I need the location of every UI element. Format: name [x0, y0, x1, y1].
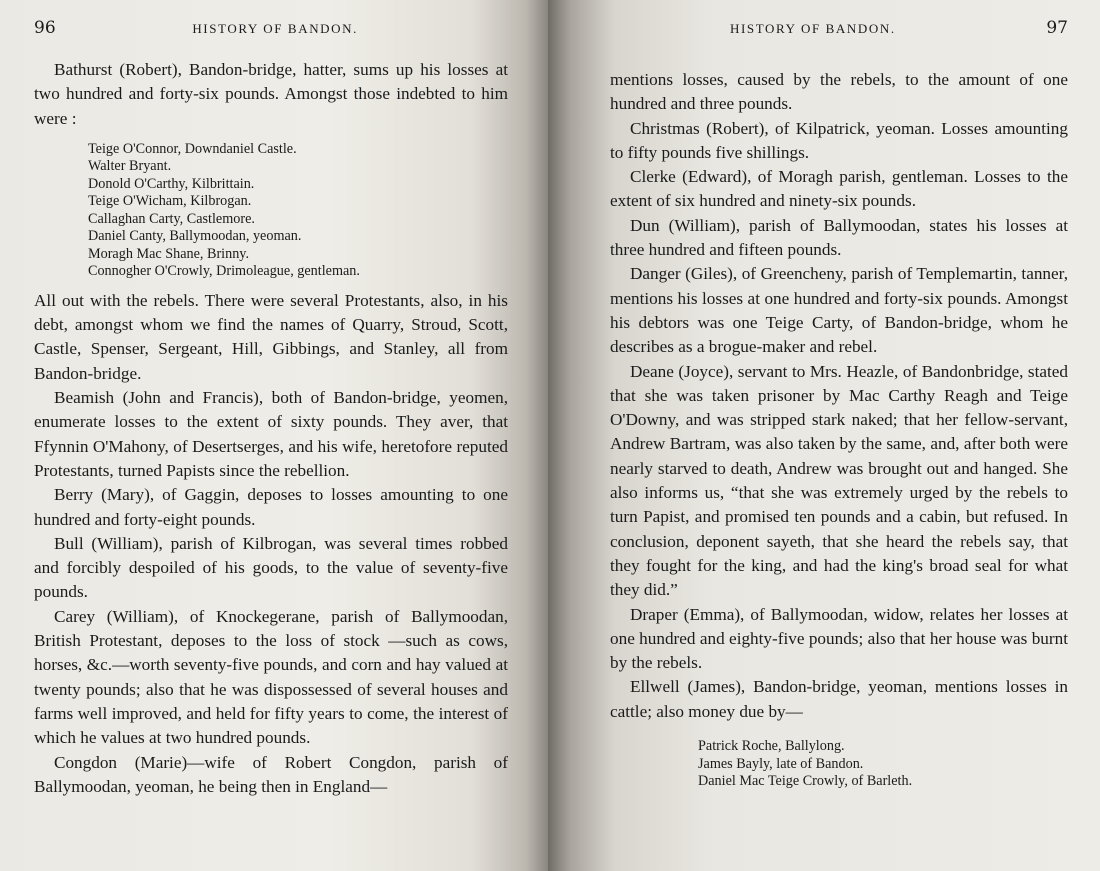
list-item: Teige O'Wicham, Kilbrogan. [88, 193, 252, 210]
debtor-list [698, 738, 1068, 791]
paragraph: Christmas (Robert), of Kilpatrick, yeoman. Losses amounting to fifty pounds five shillings. [610, 118, 1068, 162]
paragraph: All out with the rebels. There were several Protestants, also, in his debt, amongst whom we find the names of Quarry, Stroud, Scott, Castle, Spenser, Sergeant, Hill, Gibbings, and Stanley, all from Bandon-bridge. [34, 290, 508, 383]
list-item: Daniel Mac Teige Crowly, of Barleth. [698, 773, 913, 790]
list-item: Callaghan Carty, Castlemore. [88, 210, 255, 227]
paragraph: Ellwell (James), Bandon-bridge, yeoman, mentions losses in cattle; also money due by— [610, 677, 1068, 721]
paragraph: Clerke (Edward), of Moragh parish, gentleman. Losses to the extent of six hundred and ninety-six pounds. [610, 167, 1068, 211]
list-item: Moragh Mac Shane, Brinny. [88, 245, 250, 262]
list-item: Patrick Roche, Ballylong. [698, 738, 845, 755]
left-page [0, 0, 548, 871]
debtor-list [88, 141, 508, 281]
paragraph: Beamish (John and Francis), both of Bandon-bridge, yeomen, enumerate losses to the extent of sixty pounds. They aver, that Ffynnin O'Mahony, of Desertserges, and his wife, heretofore reputed Protestants, turned Papists since the rebellion. [34, 388, 508, 480]
list-item: James Bayly, late of Bandon. [698, 755, 864, 772]
right-header-title: HISTORY OF BANDON. [730, 21, 896, 36]
left-running-head [34, 18, 508, 44]
paragraph: Draper (Emma), of Ballymoodan, widow, relates her losses at one hundred and eighty-five pounds; also that her house was burnt by the rebels. [610, 604, 1068, 673]
paragraph: Danger (Giles), of Greencheny, parish of Templemartin, tanner, mentions his losses at one hundred and forty-six pounds. Amongst his debtors was one Teige Carty, of Bandon-bridge, whom he describes as a brogue-maker and rebel. [610, 264, 1068, 357]
list-item: Connogher O'Crowly, Drimoleague, gentleman. [88, 263, 360, 280]
right-body-text [610, 68, 1068, 791]
paragraph: Bathurst (Robert), Bandon-bridge, hatter, sums up his losses at two hundred and forty-six pounds. Amongst those indebted to him were : [34, 60, 508, 128]
left-header-title: HISTORY OF BANDON. [192, 21, 358, 36]
list-item: Walter Bryant. [88, 158, 172, 175]
list-item: Teige O'Connor, Downdaniel Castle. [88, 140, 297, 157]
right-page-number: 97 [1046, 18, 1068, 38]
paragraph: Carey (William), of Knockegerane, parish of Ballymoodan, British Protestant, deposes to the loss of stock —such as cows, horses, &c.—worth seventy-five pounds, and corn and hay valued at twenty pounds; also that he was dispossessed of several houses and farms well improved, and held for fifty years to come, the interest of which he values at two hundred pounds. [34, 606, 508, 748]
paragraph: Berry (Mary), of Gaggin, deposes to losses amounting to one hundred and forty-eight pounds. [34, 485, 508, 529]
list-item: Daniel Canty, Ballymoodan, yeoman. [88, 228, 302, 245]
paragraph: Deane (Joyce), servant to Mrs. Heazle, of Bandonbridge, stated that she was taken prisoner by Mac Carthy Reagh and Teige O'Downy, and was stripped stark naked; that her fellow-servant, Andrew Bartram, was also taken by the same, and, after both were nearly starved to death, Andrew was brought out and hanged. She also informs us, “that she was extremely urged by the rebels to turn Papist, and promised ten pounds and a cabin, but refused. In conclusion, deponent sayeth, that she heard the rebels say, that they fought for the king, and had the king's broad seal for what they did.” [610, 361, 1068, 600]
left-page-number: 96 [34, 18, 56, 38]
paragraph: mentions losses, caused by the rebels, to the amount of one hundred and three pounds. [610, 70, 1068, 114]
right-running-head [610, 18, 1068, 44]
left-body-text [34, 58, 508, 799]
right-page [548, 0, 1100, 871]
list-item: Donold O'Carthy, Kilbrittain. [88, 175, 255, 192]
paragraph: Dun (William), parish of Ballymoodan, states his losses at three hundred and fifteen pounds. [610, 215, 1068, 260]
paragraph: Bull (William), parish of Kilbrogan, was several times robbed and forcibly despoiled of his goods, to the value of seventy-five pounds. [34, 533, 508, 602]
paragraph: Congdon (Marie)—wife of Robert Congdon, parish of Ballymoodan, yeoman, he being then in England— [34, 752, 508, 796]
